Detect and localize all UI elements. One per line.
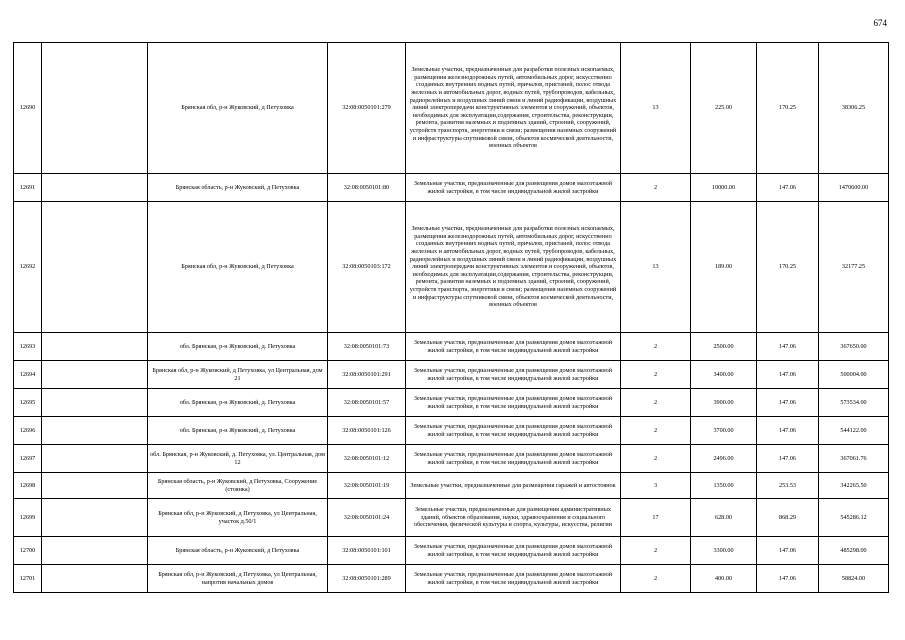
table-row — [14, 565, 889, 593]
code-cell: 13 — [621, 202, 691, 333]
blank-cell — [42, 537, 148, 565]
address-cell: Брянская область, р-н Жуковский, д Петуховка, Сооружение (стоянка) — [148, 473, 328, 499]
blank-cell — [42, 43, 148, 174]
table-row — [14, 499, 889, 537]
table-row — [14, 361, 889, 389]
value-cell: 500004.00 — [819, 361, 889, 389]
row-id: 12694 — [14, 361, 42, 389]
address-cell: обл. Брянская, р-н Жуковский, д. Петуховка — [148, 417, 328, 445]
code-cell: 17 — [621, 499, 691, 537]
blank-cell — [42, 361, 148, 389]
address-cell: обл. Брянская, р-н Жуковский, д. Петуховка — [148, 389, 328, 417]
description-cell: Земельные участки, предназначенные для разработки полезных ископаемых, размещения железнодорожных путей, автомобильных дорог, искусственно созданных внутренних водных путей, причалов, пристаней, полос отвода железных и автомобильных дорог, водных путей, трубопроводов, кабельных, радиорелейных и воздушных линий связи и линий радиофикации, воздушных линий электропередачи конструктивных элементов и сооружений, объектов, необходимых для эксплуатации,содержания, строительства, реконструкции, ремонта, развития наземных и подземных зданий, строений, сооружений, устройств транспорта, энергетики и связи; размещения наземных сооружений и инфраструктуры спутниковой связи, объектов космической деятельности, военных объектов — [406, 202, 621, 333]
area-cell: 3700.00 — [691, 417, 757, 445]
address-cell: обл. Брянская, р-н Жуковский, д. Петуховка, ул. Центральная, дом 12 — [148, 445, 328, 473]
row-id: 12700 — [14, 537, 42, 565]
table-row — [14, 43, 889, 174]
table-row — [14, 537, 889, 565]
rate-cell: 253.53 — [757, 473, 819, 499]
cadastral-number-cell: 32:08:0050101:126 — [328, 417, 406, 445]
area-cell: 2500.00 — [691, 333, 757, 361]
value-cell: 545286.12 — [819, 499, 889, 537]
code-cell: 2 — [621, 565, 691, 593]
value-cell: 58824.00 — [819, 565, 889, 593]
rate-cell: 147.06 — [757, 537, 819, 565]
rate-cell: 147.06 — [757, 361, 819, 389]
address-cell: Брянская обл, р-н Жуковский, д Петуховка, ул Центральная, дом 21 — [148, 361, 328, 389]
table-row — [14, 445, 889, 473]
area-cell: 10000.00 — [691, 174, 757, 202]
area-cell: 628.00 — [691, 499, 757, 537]
code-cell: 2 — [621, 174, 691, 202]
address-cell: Брянская обл, р-н Жуковский, д Петуховка, ул Центральная, участок д.50/1 — [148, 499, 328, 537]
row-id: 12695 — [14, 389, 42, 417]
cadastral-number-cell: 32:08:0050103:172 — [328, 202, 406, 333]
row-id: 12696 — [14, 417, 42, 445]
description-cell: Земельные участки, предназначенные для размещения гаражей и автостоянок — [406, 473, 621, 499]
area-cell: 225.00 — [691, 43, 757, 174]
table-row — [14, 389, 889, 417]
table-row — [14, 202, 889, 333]
code-cell: 2 — [621, 417, 691, 445]
area-cell: 400.00 — [691, 565, 757, 593]
area-cell: 3300.00 — [691, 537, 757, 565]
code-cell: 2 — [621, 333, 691, 361]
value-cell: 573534.00 — [819, 389, 889, 417]
description-cell: Земельные участки, предназначенные для размещения домов малоэтажной жилой застройки, в том числе индивидуальной жилой застройки — [406, 537, 621, 565]
cadastral-number-cell: 32:08:0050101:12 — [328, 445, 406, 473]
row-id: 12701 — [14, 565, 42, 593]
table-row — [14, 333, 889, 361]
blank-cell — [42, 389, 148, 417]
blank-cell — [42, 473, 148, 499]
code-cell: 2 — [621, 537, 691, 565]
description-cell: Земельные участки, предназначенные для разработки полезных ископаемых, размещения железнодорожных путей, автомобильных дорог, искусственно созданных внутренних водных путей, причалов, пристаней, полос отвода железных и автомобильных дорог, водных путей, трубопроводов, кабельных, радиорелейных и воздушных линий связи и линий радиофикации, воздушных линий электропередачи конструктивных элементов и сооружений, объектов, необходимых для эксплуатации,содержания, строительства, реконструкции, ремонта, развития наземных и подземных зданий, строений, сооружений, устройств транспорта, энергетики и связи; размещения наземных сооружений и инфраструктуры спутниковой связи, объектов космической деятельности, военных объектов — [406, 43, 621, 174]
value-cell: 544122.00 — [819, 417, 889, 445]
cadastral-number-cell: 32:08:0050101:24 — [328, 499, 406, 537]
blank-cell — [42, 445, 148, 473]
area-cell: 3400.00 — [691, 361, 757, 389]
cadastral-number-cell: 32:08:0050101:19 — [328, 473, 406, 499]
value-cell: 367061.76 — [819, 445, 889, 473]
value-cell: 32177.25 — [819, 202, 889, 333]
value-cell: 485298.00 — [819, 537, 889, 565]
rate-cell: 147.06 — [757, 445, 819, 473]
area-cell: 2496.00 — [691, 445, 757, 473]
row-id: 12699 — [14, 499, 42, 537]
area-cell: 3900.00 — [691, 389, 757, 417]
description-cell: Земельные участки, предназначенные для размещения домов малоэтажной жилой застройки, в том числе индивидуальной жилой застройки — [406, 389, 621, 417]
table-row — [14, 174, 889, 202]
value-cell: 342265.50 — [819, 473, 889, 499]
row-id: 12690 — [14, 43, 42, 174]
address-cell: Брянская обл, р-н Жуковский, д Петуховка — [148, 43, 328, 174]
blank-cell — [42, 333, 148, 361]
code-cell: 13 — [621, 43, 691, 174]
rate-cell: 170.25 — [757, 43, 819, 174]
page-number: 674 — [873, 18, 887, 28]
address-cell: Брянская область, р-н Жуковский, д Петуховка — [148, 174, 328, 202]
blank-cell — [42, 499, 148, 537]
cadastral-number-cell: 32:08:0050101:80 — [328, 174, 406, 202]
cadastral-number-cell: 32:08:0050101:291 — [328, 361, 406, 389]
value-cell: 1470600.00 — [819, 174, 889, 202]
address-cell: Брянская обл, р-н Жуковский, д Петуховка — [148, 202, 328, 333]
rate-cell: 147.06 — [757, 333, 819, 361]
blank-cell — [42, 174, 148, 202]
code-cell: 2 — [621, 361, 691, 389]
description-cell: Земельные участки, предназначенные для размещения домов малоэтажной жилой застройки, в том числе индивидуальной жилой застройки — [406, 361, 621, 389]
row-id: 12697 — [14, 445, 42, 473]
description-cell: Земельные участки, предназначенные для размещения домов малоэтажной жилой застройки, в том числе индивидуальной жилой застройки — [406, 565, 621, 593]
value-cell: 38306.25 — [819, 43, 889, 174]
value-cell: 367650.00 — [819, 333, 889, 361]
area-cell: 189.00 — [691, 202, 757, 333]
address-cell: Брянская область, р-н Жуковский, д Петуховка — [148, 537, 328, 565]
rate-cell: 147.06 — [757, 389, 819, 417]
address-cell: обл. Брянская, р-н Жуковский, д. Петуховка — [148, 333, 328, 361]
address-cell: Брянская обл, р-н Жуковский, д Петуховка, ул Центральная, напротив начальных домов — [148, 565, 328, 593]
cadastral-number-cell: 32:08:0050101:57 — [328, 389, 406, 417]
row-id: 12693 — [14, 333, 42, 361]
cadastral-number-cell: 32:08:0050101:289 — [328, 565, 406, 593]
description-cell: Земельные участки, предназначенные для размещения домов малоэтажной жилой застройки, в том числе индивидуальной жилой застройки — [406, 174, 621, 202]
land-cadastral-table — [13, 42, 889, 593]
rate-cell: 868.29 — [757, 499, 819, 537]
rate-cell: 147.06 — [757, 174, 819, 202]
rate-cell: 170.25 — [757, 202, 819, 333]
row-id: 12692 — [14, 202, 42, 333]
description-cell: Земельные участки, предназначенные для размещения домов малоэтажной жилой застройки, в том числе индивидуальной жилой застройки — [406, 445, 621, 473]
blank-cell — [42, 417, 148, 445]
table-row — [14, 473, 889, 499]
code-cell: 2 — [621, 445, 691, 473]
code-cell: 2 — [621, 389, 691, 417]
cadastral-number-cell: 32:08:0050101:279 — [328, 43, 406, 174]
rate-cell: 147.06 — [757, 565, 819, 593]
table-row — [14, 417, 889, 445]
area-cell: 1350.00 — [691, 473, 757, 499]
cadastral-number-cell: 32:08:0050101:73 — [328, 333, 406, 361]
description-cell: Земельные участки, предназначенные для размещения домов малоэтажной жилой застройки, в том числе индивидуальной жилой застройки — [406, 333, 621, 361]
row-id: 12698 — [14, 473, 42, 499]
blank-cell — [42, 202, 148, 333]
description-cell: Земельные участки, предназначенные для размещения административных зданий, объектов образования, науки, здравоохранения и социального обеспечения, физической культуры и спорта, культуры, искусства, религии — [406, 499, 621, 537]
rate-cell: 147.06 — [757, 417, 819, 445]
code-cell: 3 — [621, 473, 691, 499]
description-cell: Земельные участки, предназначенные для размещения домов малоэтажной жилой застройки, в том числе индивидуальной жилой застройки — [406, 417, 621, 445]
blank-cell — [42, 565, 148, 593]
row-id: 12691 — [14, 174, 42, 202]
cadastral-number-cell: 32:08:0050101:101 — [328, 537, 406, 565]
